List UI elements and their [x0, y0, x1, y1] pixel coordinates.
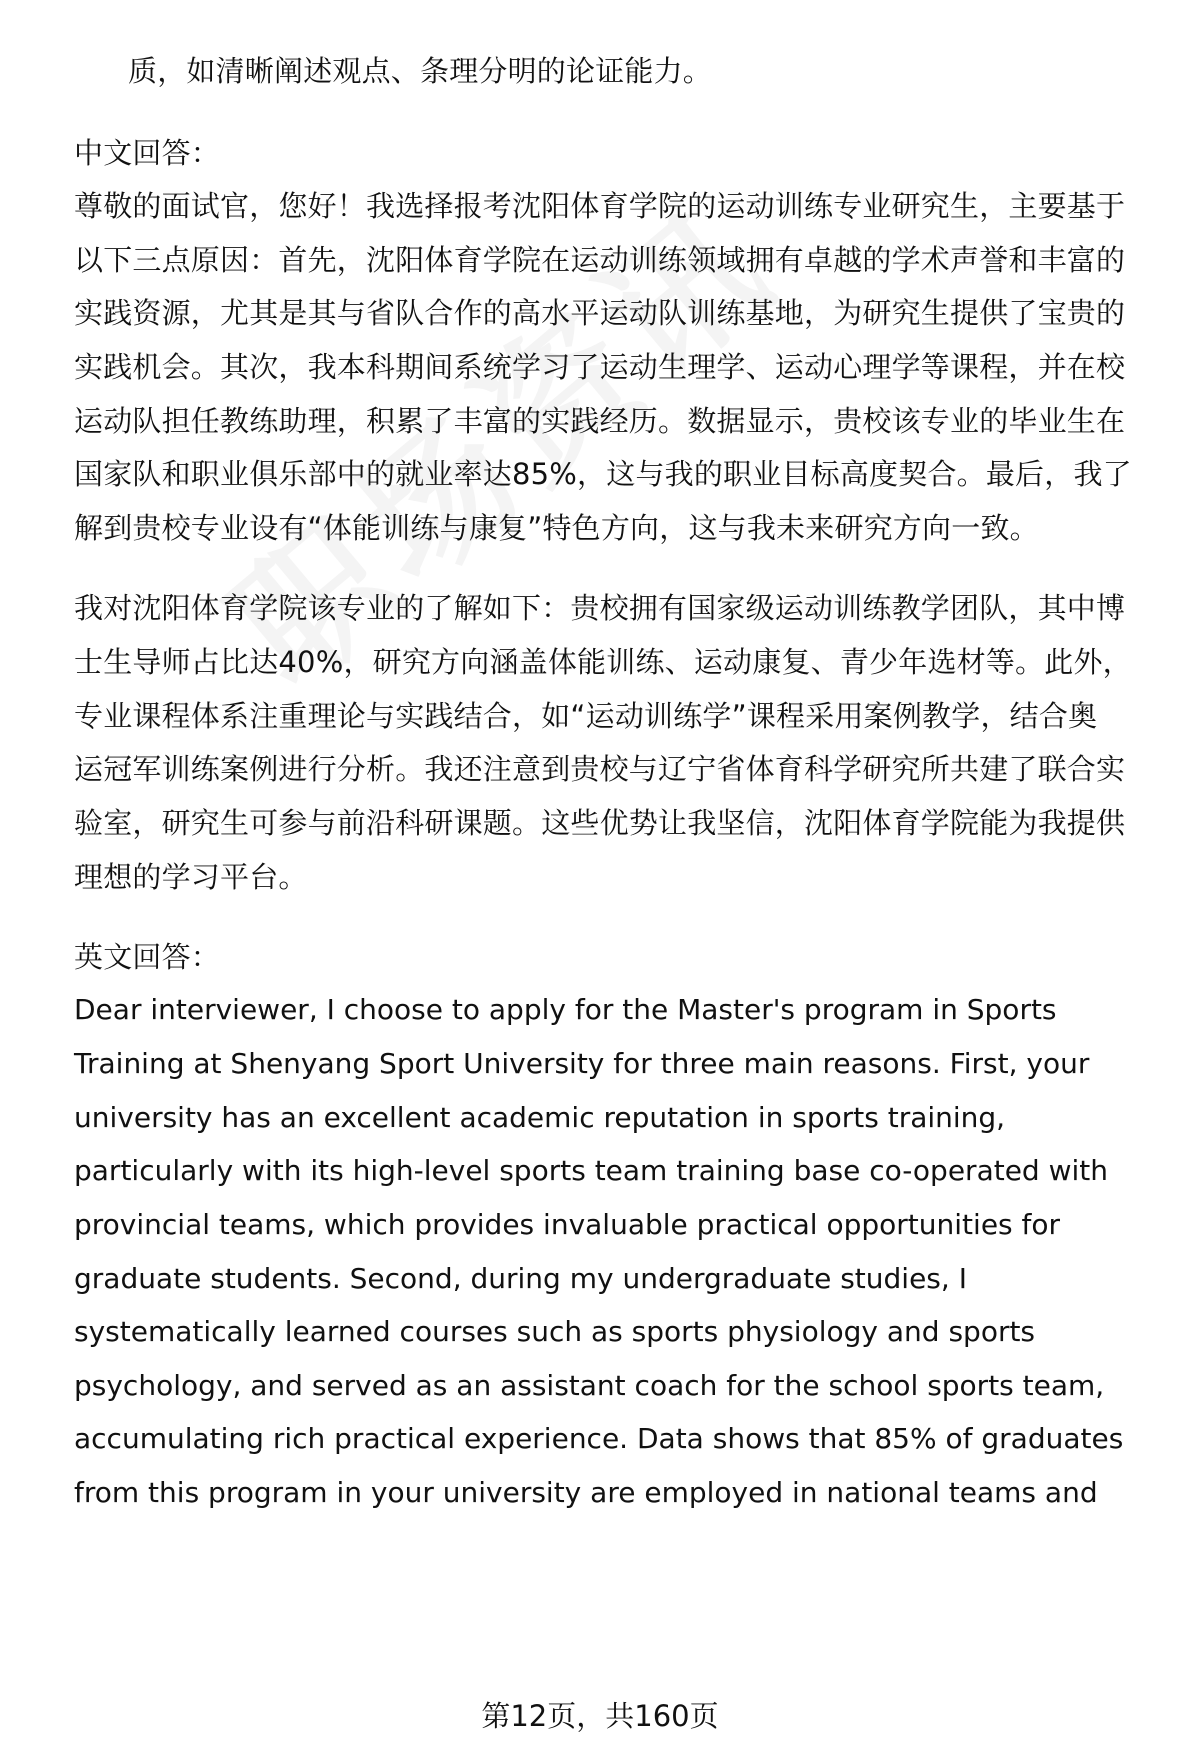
text-line: 质，如清晰阐述观点、条理分明的论证能力。 — [128, 54, 713, 88]
text-line: university has an excellent academic reputation in sports training, — [74, 1101, 1006, 1134]
text-line: Dear interviewer, I choose to apply for the Master's program in Sports — [74, 993, 1057, 1026]
text-line: 士生导师占比达40%，研究方向涵盖体能训练、运动康复、青少年选材等。此外， — [74, 645, 1132, 679]
text-line: 理想的学习平台。 — [74, 860, 308, 894]
section-heading-english-answer: 英文回答： — [74, 940, 221, 974]
text-line: particularly with its high-level sports team training base co-operated with — [74, 1154, 1109, 1187]
text-line: 实践机会。其次，我本科期间系统学习了运动生理学、运动心理学等课程，并在校 — [74, 350, 1126, 384]
section-heading-chinese-answer: 中文回答： — [74, 136, 221, 170]
page-number-footer: 第12页，共160页 — [481, 1699, 719, 1733]
text-line: 运冠军训练案例进行分析。我还注意到贵校与辽宁省体育科学研究所共建了联合实 — [74, 752, 1126, 786]
text-line: 尊敬的面试官，您好！我选择报考沈阳体育学院的运动训练专业研究生，主要基于 — [74, 189, 1126, 223]
text-line: provincial teams, which provides invaluable practical opportunities for — [74, 1208, 1061, 1241]
text-line: graduate students. Second, during my undergraduate studies, I — [74, 1262, 967, 1295]
text-line: 验室，研究生可参与前沿科研课题。这些优势让我坚信，沈阳体育学院能为我提供 — [74, 806, 1126, 840]
text-line: from this program in your university are employed in national teams and — [74, 1476, 1098, 1509]
text-line: psychology, and served as an assistant coach for the school sports team, — [74, 1369, 1105, 1402]
text-line: Training at Shenyang Sport University for three main reasons. First, your — [74, 1047, 1090, 1080]
text-line: 实践资源，尤其是其与省队合作的高水平运动队训练基地，为研究生提供了宝贵的 — [74, 296, 1126, 330]
text-line: 解到贵校专业设有“体能训练与康复”特色方向，这与我未来研究方向一致。 — [74, 511, 1039, 545]
text-line: 我对沈阳体育学院该专业的了解如下：贵校拥有国家级运动训练教学团队，其中博 — [74, 591, 1126, 625]
text-line: 专业课程体系注重理论与实践结合，如“运动训练学”课程采用案例教学，结合奥 — [74, 699, 1098, 733]
text-line: accumulating rich practical experience. Data shows that 85% of graduates — [74, 1422, 1124, 1455]
text-line: 运动队担任教练助理，积累了丰富的实践经历。数据显示，贵校该专业的毕业生在 — [74, 404, 1126, 438]
text-line: 以下三点原因：首先，沈阳体育学院在运动训练领域拥有卓越的学术声誉和丰富的 — [74, 243, 1126, 277]
text-line: 国家队和职业俱乐部中的就业率达85%，这与我的职业目标高度契合。最后，我了 — [74, 457, 1132, 491]
text-line: systematically learned courses such as sports physiology and sports — [74, 1315, 1036, 1348]
